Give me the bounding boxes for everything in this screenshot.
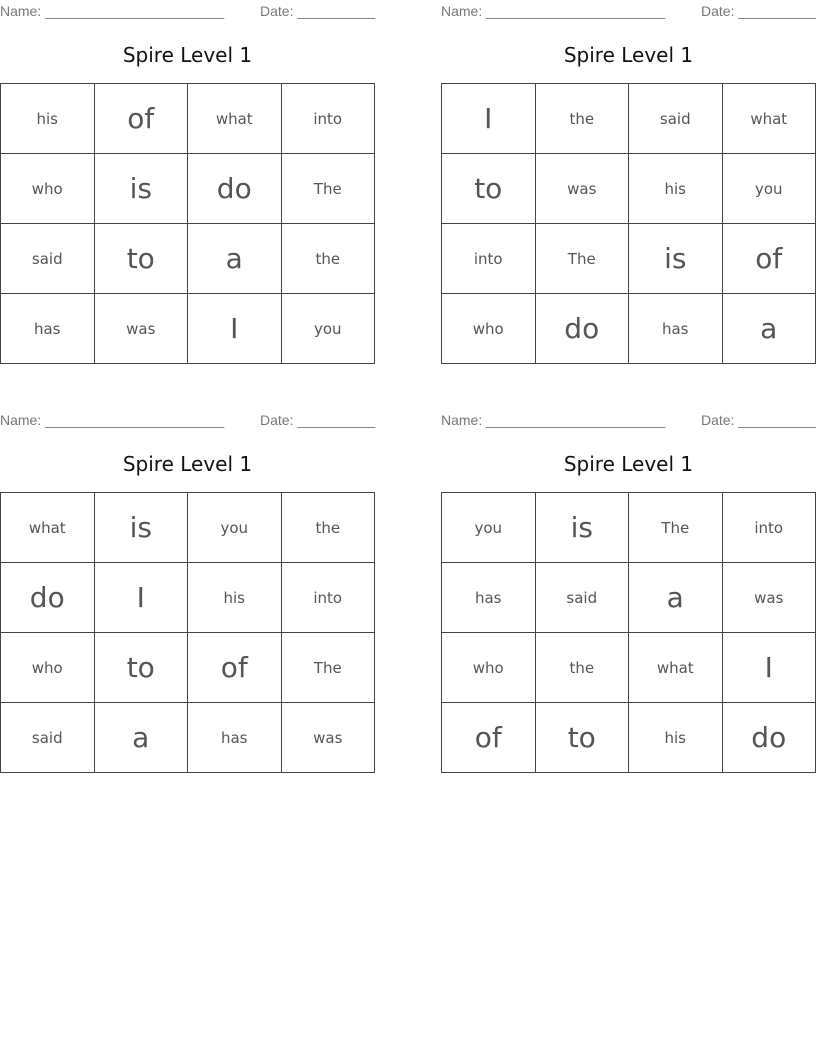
grid-cell: said (1, 224, 95, 294)
bingo-card-1 (0, 0, 375, 366)
date-field: Date: __________ (701, 3, 816, 19)
grid-cell: to (535, 703, 629, 773)
grid-cell: of (188, 633, 282, 703)
grid-cell: the (281, 493, 375, 563)
name-field: Name: _______________________ (0, 412, 225, 428)
grid-cell: do (535, 294, 629, 364)
grid-cell: the (281, 224, 375, 294)
grid-cell: of (94, 84, 188, 154)
grid-cell: what (722, 84, 816, 154)
grid-cell: said (1, 703, 95, 773)
date-field: Date: __________ (260, 412, 376, 428)
grid-cell: do (1, 563, 95, 633)
grid-cell: who (442, 633, 536, 703)
grid-cell: was (94, 294, 188, 364)
grid-cell: a (94, 703, 188, 773)
grid-cell: was (722, 563, 816, 633)
grid-cell: you (722, 154, 816, 224)
card-title: Spire Level 1 (563, 43, 694, 67)
card-title: Spire Level 1 (122, 452, 253, 476)
grid-cell: to (94, 633, 188, 703)
bingo-card-3 (0, 409, 375, 775)
grid-cell: has (1, 294, 95, 364)
grid-cell: The (281, 633, 375, 703)
word-grid (0, 492, 375, 773)
grid-cell: into (722, 493, 816, 563)
grid-cell: The (629, 493, 723, 563)
name-field: Name: _______________________ (441, 412, 666, 428)
grid-cell: said (629, 84, 723, 154)
grid-cell: his (188, 563, 282, 633)
grid-cell: I (188, 294, 282, 364)
grid-cell: you (188, 493, 282, 563)
grid-cell: do (722, 703, 816, 773)
grid-cell: of (442, 703, 536, 773)
word-grid (0, 83, 375, 364)
grid-cell: was (535, 154, 629, 224)
name-field: Name: _______________________ (0, 3, 225, 19)
grid-cell: into (442, 224, 536, 294)
grid-cell: is (535, 493, 629, 563)
name-field: Name: _______________________ (441, 3, 666, 19)
date-field: Date: __________ (701, 412, 816, 428)
card-title: Spire Level 1 (563, 452, 694, 476)
grid-cell: what (1, 493, 95, 563)
grid-cell: The (281, 154, 375, 224)
grid-cell: I (94, 563, 188, 633)
grid-cell: who (1, 633, 95, 703)
grid-cell: has (629, 294, 723, 364)
grid-cell: has (188, 703, 282, 773)
grid-cell: who (442, 294, 536, 364)
grid-cell: who (1, 154, 95, 224)
card-title: Spire Level 1 (122, 43, 253, 67)
grid-cell: you (442, 493, 536, 563)
grid-cell: what (188, 84, 282, 154)
grid-cell: his (629, 154, 723, 224)
grid-cell: into (281, 84, 375, 154)
grid-cell: the (535, 84, 629, 154)
grid-cell: his (629, 703, 723, 773)
grid-cell: I (722, 633, 816, 703)
grid-cell: a (188, 224, 282, 294)
grid-cell: is (94, 493, 188, 563)
grid-cell: a (722, 294, 816, 364)
word-grid (441, 492, 816, 773)
grid-cell: of (722, 224, 816, 294)
grid-cell: has (442, 563, 536, 633)
grid-cell: a (629, 563, 723, 633)
bingo-card-2 (441, 0, 816, 366)
grid-cell: said (535, 563, 629, 633)
grid-cell: was (281, 703, 375, 773)
grid-cell: do (188, 154, 282, 224)
grid-cell: the (535, 633, 629, 703)
grid-cell: you (281, 294, 375, 364)
grid-cell: to (442, 154, 536, 224)
grid-cell: is (629, 224, 723, 294)
bingo-card-4 (441, 409, 816, 775)
date-field: Date: __________ (260, 3, 376, 19)
grid-cell: is (94, 154, 188, 224)
word-grid (441, 83, 816, 364)
grid-cell: The (535, 224, 629, 294)
grid-cell: his (1, 84, 95, 154)
grid-cell: into (281, 563, 375, 633)
grid-cell: I (442, 84, 536, 154)
grid-cell: to (94, 224, 188, 294)
grid-cell: what (629, 633, 723, 703)
